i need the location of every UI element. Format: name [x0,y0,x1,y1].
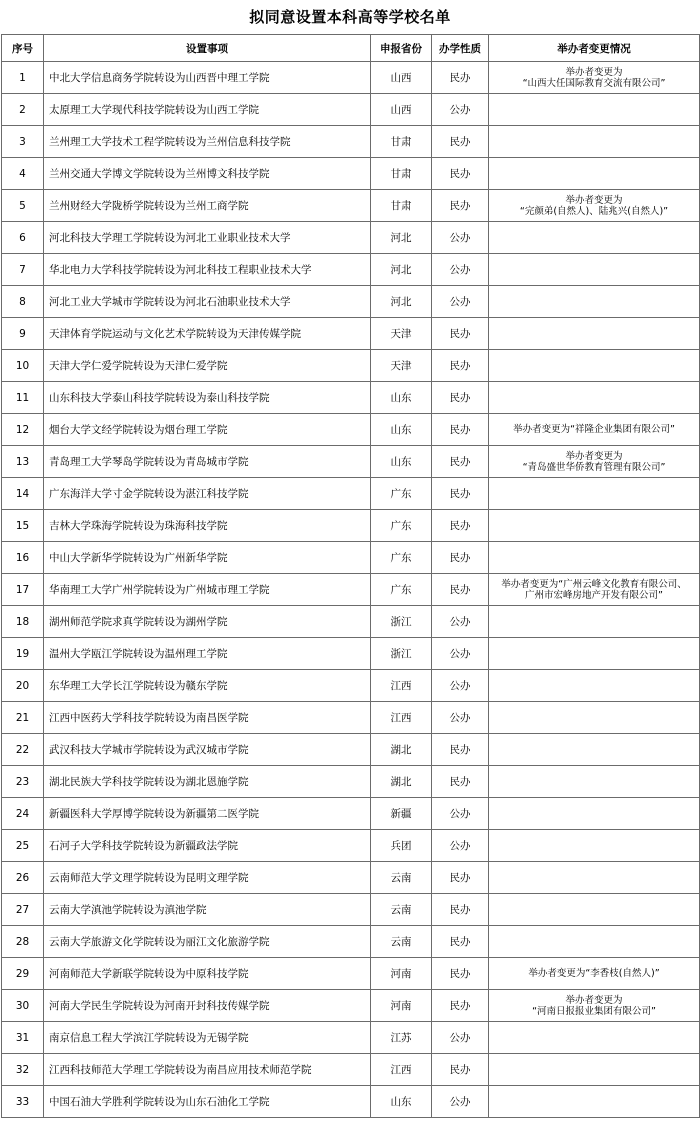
table-row [2,478,700,510]
table-body [2,62,700,1118]
school-list-table [1,34,700,1118]
row-sponsor-change [489,958,700,990]
table-row [2,1086,700,1118]
table-row [2,766,700,798]
row-province: 江苏 [371,1022,432,1054]
row-number: 8 [2,286,44,318]
row-nature: 民办 [432,414,489,446]
row-item: 云南大学滇池学院转设为滇池学院 [44,894,371,926]
sponsor-note-line2: 广州市宏峰房地产开发有限公司” [525,589,663,601]
row-number: 26 [2,862,44,894]
row-nature: 公办 [432,830,489,862]
table-row [2,542,700,574]
row-province: 河南 [371,990,432,1022]
row-number: 18 [2,606,44,638]
row-item: 中山大学新华学院转设为广州新华学院 [44,542,371,574]
row-number: 12 [2,414,44,446]
row-province: 浙江 [371,638,432,670]
row-province: 云南 [371,894,432,926]
row-item: 南京信息工程大学滨江学院转设为无锡学院 [44,1022,371,1054]
row-province: 山西 [371,62,432,94]
row-item: 天津大学仁爱学院转设为天津仁爱学院 [44,350,371,382]
row-item: 华北电力大学科技学院转设为河北科技工程职业技术大学 [44,254,371,286]
row-province: 江西 [371,670,432,702]
row-item: 江西中医药大学科技学院转设为南昌医学院 [44,702,371,734]
row-sponsor-change [489,222,700,254]
row-province: 广东 [371,574,432,606]
row-province: 河南 [371,958,432,990]
sponsor-note-line1: 举办者变更为 [565,194,623,206]
table-row [2,286,700,318]
row-nature: 民办 [432,446,489,478]
row-item: 新疆医科大学厚博学院转设为新疆第二医学院 [44,798,371,830]
row-province: 湖北 [371,766,432,798]
row-nature: 民办 [432,542,489,574]
row-number: 6 [2,222,44,254]
row-nature: 民办 [432,734,489,766]
row-item: 湖北民族大学科技学院转设为湖北恩施学院 [44,766,371,798]
table-row [2,350,700,382]
row-sponsor-change [489,414,700,446]
table-row [2,94,700,126]
row-province: 浙江 [371,606,432,638]
row-nature: 民办 [432,478,489,510]
row-province: 江西 [371,1054,432,1086]
sponsor-note-line1: 举办者变更为“广州云峰文化教育有限公司、 [501,578,687,590]
sponsor-note-line1: 举办者变更为“李香枝(自然人)” [528,968,660,979]
row-province: 湖北 [371,734,432,766]
row-number: 5 [2,190,44,222]
row-sponsor-change [489,702,700,734]
row-province: 山东 [371,414,432,446]
row-sponsor-change [489,606,700,638]
row-item: 烟台大学文经学院转设为烟台理工学院 [44,414,371,446]
row-nature: 公办 [432,638,489,670]
row-sponsor-change [489,766,700,798]
row-item: 河北工业大学城市学院转设为河北石油职业技术大学 [44,286,371,318]
row-nature: 民办 [432,894,489,926]
row-number: 25 [2,830,44,862]
row-item: 东华理工大学长江学院转设为赣东学院 [44,670,371,702]
row-sponsor-change [489,894,700,926]
row-number: 28 [2,926,44,958]
table-row [2,958,700,990]
row-number: 11 [2,382,44,414]
row-nature: 公办 [432,606,489,638]
row-nature: 公办 [432,1086,489,1118]
row-nature: 公办 [432,94,489,126]
row-sponsor-change [489,1086,700,1118]
row-province: 甘肃 [371,126,432,158]
row-province: 山西 [371,94,432,126]
sponsor-note-line2: “山西大任国际教育交流有限公司” [522,77,666,89]
row-item: 云南师范大学文理学院转设为昆明文理学院 [44,862,371,894]
row-nature: 公办 [432,702,489,734]
row-province: 河北 [371,286,432,318]
row-sponsor-change [489,830,700,862]
row-sponsor-change [489,478,700,510]
row-sponsor-change [489,350,700,382]
row-sponsor-change [489,926,700,958]
row-number: 13 [2,446,44,478]
sponsor-note-line1: 举办者变更为 [565,994,623,1006]
table-row [2,158,700,190]
row-province: 河北 [371,222,432,254]
row-item: 广东海洋大学寸金学院转设为湛江科技学院 [44,478,371,510]
table-row [2,574,700,606]
row-province: 甘肃 [371,158,432,190]
row-province: 江西 [371,702,432,734]
row-sponsor-change [489,62,700,94]
row-number: 27 [2,894,44,926]
table-row [2,62,700,94]
row-province: 甘肃 [371,190,432,222]
row-province: 河北 [371,254,432,286]
row-sponsor-change [489,94,700,126]
row-item: 兰州财经大学陇桥学院转设为兰州工商学院 [44,190,371,222]
row-nature: 民办 [432,190,489,222]
row-nature: 民办 [432,926,489,958]
row-nature: 公办 [432,1022,489,1054]
row-nature: 民办 [432,574,489,606]
row-item: 河南大学民生学院转设为河南开封科技传媒学院 [44,990,371,1022]
row-number: 1 [2,62,44,94]
row-item: 石河子大学科技学院转设为新疆政法学院 [44,830,371,862]
row-number: 20 [2,670,44,702]
row-nature: 民办 [432,158,489,190]
row-item: 吉林大学珠海学院转设为珠海科技学院 [44,510,371,542]
row-item: 华南理工大学广州学院转设为广州城市理工学院 [44,574,371,606]
row-sponsor-change [489,638,700,670]
row-number: 24 [2,798,44,830]
row-nature: 公办 [432,670,489,702]
table-row [2,1022,700,1054]
table-row [2,382,700,414]
row-nature: 民办 [432,350,489,382]
header-item: 设置事项 [44,35,371,62]
row-sponsor-change [489,670,700,702]
row-sponsor-change [489,510,700,542]
row-province: 广东 [371,542,432,574]
row-nature: 公办 [432,286,489,318]
sponsor-note-line1: 举办者变更为 [565,66,623,78]
table-row [2,510,700,542]
row-nature: 民办 [432,990,489,1022]
table-row [2,990,700,1022]
row-province: 山东 [371,382,432,414]
row-item: 温州大学瓯江学院转设为温州理工学院 [44,638,371,670]
table-row [2,606,700,638]
table-row [2,190,700,222]
row-item: 江西科技师范大学理工学院转设为南昌应用技术师范学院 [44,1054,371,1086]
sponsor-note-line1: 举办者变更为“祥隆企业集团有限公司” [513,424,675,435]
row-item: 河北科技大学理工学院转设为河北工业职业技术大学 [44,222,371,254]
row-number: 10 [2,350,44,382]
row-sponsor-change [489,126,700,158]
sponsor-note-line2: “青岛盛世华侨教育管理有限公司” [522,461,666,473]
row-province: 广东 [371,510,432,542]
sponsor-note-line1: 举办者变更为 [565,450,623,462]
row-province: 云南 [371,862,432,894]
table-row [2,414,700,446]
row-sponsor-change [489,798,700,830]
row-sponsor-change [489,158,700,190]
row-number: 23 [2,766,44,798]
row-nature: 民办 [432,958,489,990]
row-province: 山东 [371,1086,432,1118]
table-row [2,638,700,670]
table-row [2,254,700,286]
row-number: 21 [2,702,44,734]
row-sponsor-change [489,574,700,606]
row-item: 湖州师范学院求真学院转设为湖州学院 [44,606,371,638]
row-nature: 民办 [432,382,489,414]
row-number: 16 [2,542,44,574]
row-nature: 公办 [432,798,489,830]
table-row [2,126,700,158]
row-nature: 民办 [432,862,489,894]
row-sponsor-change [489,382,700,414]
row-nature: 民办 [432,126,489,158]
table-row [2,318,700,350]
table-row [2,670,700,702]
row-sponsor-change [489,190,700,222]
row-sponsor-change [489,446,700,478]
row-number: 2 [2,94,44,126]
table-row [2,702,700,734]
row-province: 兵团 [371,830,432,862]
row-number: 3 [2,126,44,158]
row-number: 29 [2,958,44,990]
row-nature: 民办 [432,318,489,350]
table-row [2,926,700,958]
header-row [2,35,700,62]
table-row [2,734,700,766]
row-province: 新疆 [371,798,432,830]
row-number: 17 [2,574,44,606]
row-province: 云南 [371,926,432,958]
row-item: 武汉科技大学城市学院转设为武汉城市学院 [44,734,371,766]
table-row [2,894,700,926]
row-province: 天津 [371,318,432,350]
row-nature: 民办 [432,510,489,542]
row-sponsor-change [489,286,700,318]
row-nature: 民办 [432,766,489,798]
row-nature: 公办 [432,254,489,286]
row-number: 33 [2,1086,44,1118]
row-number: 31 [2,1022,44,1054]
row-item: 中国石油大学胜利学院转设为山东石油化工学院 [44,1086,371,1118]
row-province: 天津 [371,350,432,382]
row-number: 15 [2,510,44,542]
table-row [2,862,700,894]
row-sponsor-change [489,862,700,894]
table-row [2,222,700,254]
row-item: 云南大学旅游文化学院转设为丽江文化旅游学院 [44,926,371,958]
row-item: 中北大学信息商务学院转设为山西晋中理工学院 [44,62,371,94]
table-row [2,798,700,830]
row-number: 32 [2,1054,44,1086]
sponsor-note-line2: “河南日报报业集团有限公司” [532,1005,656,1017]
row-nature: 公办 [432,222,489,254]
page-title: 拟同意设置本科高等学校名单 [249,8,451,26]
row-province: 山东 [371,446,432,478]
row-number: 14 [2,478,44,510]
table-row [2,1054,700,1086]
row-sponsor-change [489,254,700,286]
header-sponsor: 举办者变更情况 [489,35,700,62]
row-item: 天津体育学院运动与文化艺术学院转设为天津传媒学院 [44,318,371,350]
row-sponsor-change [489,734,700,766]
row-number: 9 [2,318,44,350]
header-province: 申报省份 [371,35,432,62]
row-item: 河南师范大学新联学院转设为中原科技学院 [44,958,371,990]
row-sponsor-change [489,1022,700,1054]
sponsor-note-line2: “完颜弟(自然人)、陆兆兴(自然人)” [519,205,669,217]
row-item: 兰州理工大学技术工程学院转设为兰州信息科技学院 [44,126,371,158]
row-nature: 民办 [432,62,489,94]
row-item: 太原理工大学现代科技学院转设为山西工学院 [44,94,371,126]
row-item: 山东科技大学泰山科技学院转设为泰山科技学院 [44,382,371,414]
row-item: 兰州交通大学博文学院转设为兰州博文科技学院 [44,158,371,190]
row-number: 22 [2,734,44,766]
row-nature: 民办 [432,1054,489,1086]
row-item: 青岛理工大学琴岛学院转设为青岛城市学院 [44,446,371,478]
header-nature: 办学性质 [432,35,489,62]
row-number: 30 [2,990,44,1022]
row-sponsor-change [489,318,700,350]
row-number: 19 [2,638,44,670]
row-sponsor-change [489,990,700,1022]
header-no: 序号 [2,35,44,62]
table-row [2,830,700,862]
row-province: 广东 [371,478,432,510]
row-sponsor-change [489,542,700,574]
table-row [2,446,700,478]
row-number: 4 [2,158,44,190]
row-sponsor-change [489,1054,700,1086]
row-number: 7 [2,254,44,286]
